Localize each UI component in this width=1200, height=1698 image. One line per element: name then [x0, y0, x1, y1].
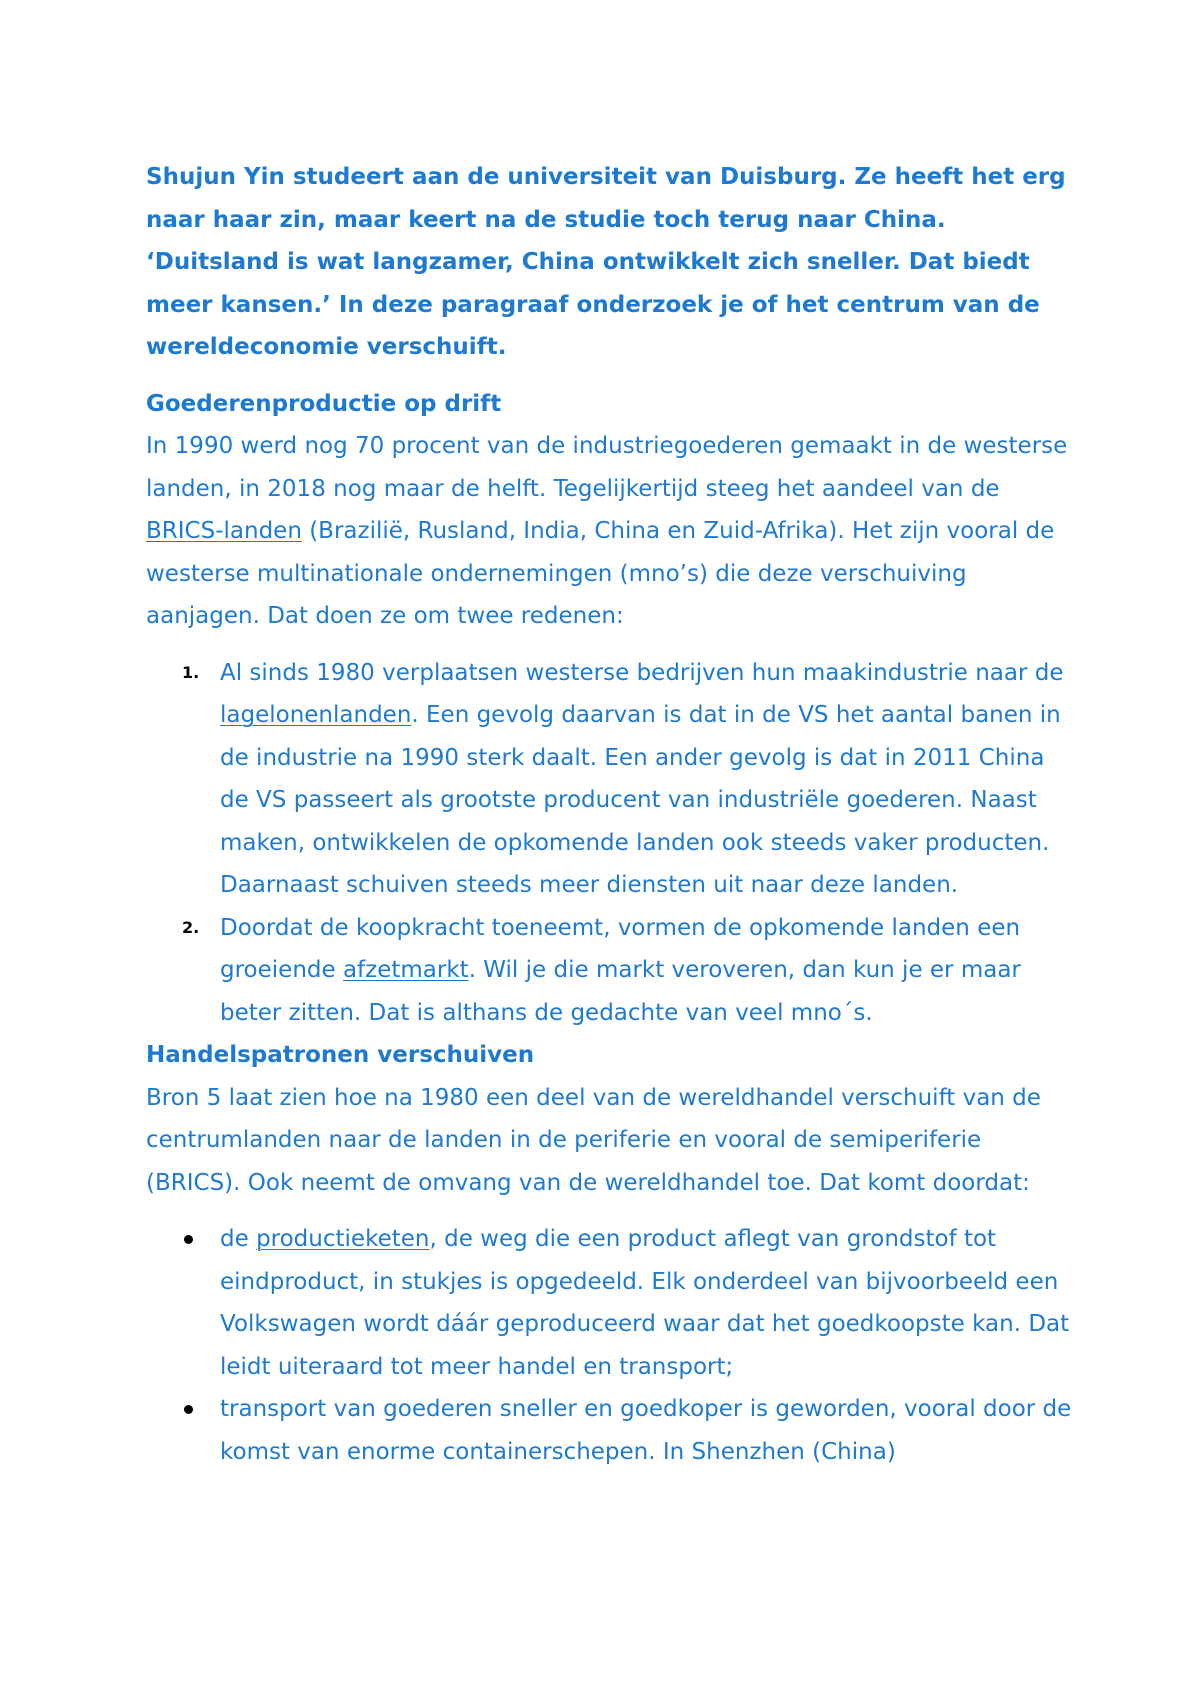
section-heading-goederenproductie: Goederenproductie op drift — [146, 390, 502, 417]
list-number: 1. — [182, 662, 200, 682]
afzetmarkt-link[interactable]: afzetmarkt — [342, 957, 469, 983]
bullet-list — [146, 1218, 1076, 1473]
paragraph-text: In 1990 werd nog 70 procent van de industriegoederen gemaakt in de westerse landen, in 2018 nog maar de helft. Tegelijkertijd steeg het aandeel van de — [146, 433, 1068, 502]
list-item-text: Al sinds 1980 verplaatsen westerse bedrijven hun maakindustrie naar de — [220, 659, 1064, 686]
section-paragraph-handelspatronen: Bron 5 laat zien hoe na 1980 een deel van de wereldhandel verschuift van de centrumlanden naar de landen in de periferie en vooral de semiperiferie (BRICS). Ook neemt de omvang van de wereldhandel toe. Dat komt doordat: — [146, 1084, 1041, 1196]
list-item — [146, 1218, 1076, 1388]
list-item-text: transport van goederen sneller en goedkoper is geworden, vooral door de komst van enorme containerschepen. In Shenzhen (China) — [220, 1396, 1072, 1465]
list-item-text: . Wil je die markt veroveren, dan kun je er maar beter zitten. Dat is althans de gedachte van veel mno´s. — [220, 957, 1021, 1026]
list-item — [146, 1388, 1076, 1473]
section-heading-handelspatronen: Handelspatronen verschuiven — [146, 1042, 535, 1068]
document-page — [146, 156, 1076, 1473]
list-item-text: , de weg die een product aflegt van grondstof tot eindproduct, in stukjes is opgedeeld. Elk onderdeel van bijvoorbeeld een Volkswagen wordt dáár geproduceerd waar dat het goedkoopste kan. Dat leidt uiteraard tot meer handel en transport; — [220, 1226, 1070, 1380]
productieketen-link[interactable]: productieketen — [256, 1226, 430, 1252]
numbered-list — [146, 652, 1076, 1035]
paragraph-text: (Brazilië, Rusland, India, China en Zuid-Afrika). Het zijn vooral de westerse multinationale ondernemingen (mno’s) die deze verschuiving aanjagen. Dat doen ze om twee redenen: — [146, 518, 1055, 629]
section-paragraph-goederenproductie — [146, 425, 1076, 638]
list-item-text: Doordat de koopkracht toeneemt, vormen de opkomende landen een groeiende — [220, 914, 1021, 983]
lagelonenlanden-link[interactable]: lagelonenlanden — [220, 702, 412, 728]
list-number: 2. — [182, 917, 200, 937]
brics-landen-link[interactable]: BRICS-landen — [146, 518, 302, 544]
bullet-icon — [184, 1235, 193, 1244]
bullet-icon — [184, 1405, 193, 1414]
list-item-text: . Een gevolg daarvan is dat in de VS het aantal banen in de industrie na 1990 sterk daalt. Een ander gevolg is dat in 2011 China de VS passeert als grootste producent van industriële goederen. Naast maken, ontwikkelen de opkomende landen ook steeds vaker producten. Daarnaast schuiven steeds meer diensten uit naar deze landen. — [220, 702, 1061, 898]
intro-paragraph: Shujun Yin studeert aan de universiteit van Duisburg. Ze heeft het erg naar haar zin, maar keert na de studie toch terug naar China. ‘Duitsland is wat langzamer, China ontwikkelt zich sneller. Dat biedt meer kansen.’ In deze paragraaf onderzoek je of het centrum van de wereldeconomie verschuift. — [146, 164, 1066, 360]
list-item — [146, 907, 1076, 1035]
list-item-text: de — [220, 1226, 257, 1252]
list-item — [146, 652, 1076, 907]
